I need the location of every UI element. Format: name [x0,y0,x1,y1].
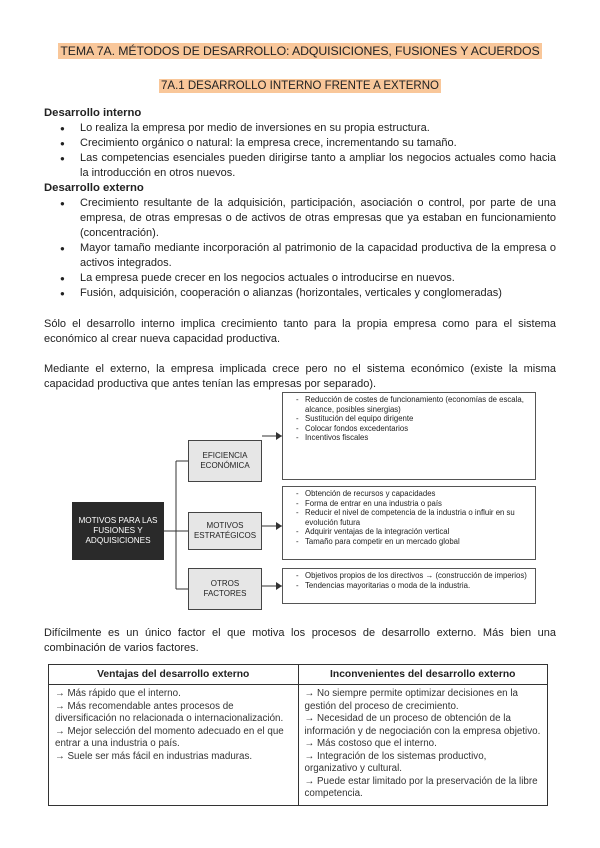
interno-list [44,121,556,181]
motivos-diagram [0,395,600,610]
section-subtitle-wrap [0,76,600,94]
inconveniente-item: → Más costoso que el interno. [304,738,437,749]
list-item: ● Crecimiento resultante de la adquisición, participación, asociación o control, por parte de una empresa, de otras empresas o de activos de otras empresas que ya estaban en funcionamiento (concentración). [80,196,556,241]
otros-factores-box: OTROS FACTORES [188,568,262,610]
table-row [49,685,548,806]
ventaja-item: → Más recomendable antes procesos de diversificación no relacionada o internacionalización. [55,700,284,724]
otros-list [282,568,536,604]
inconveniente-item: → Integración de los sistemas productivo, organizativo y cultural. [304,750,487,774]
list-item: - Objetivos propios de los directivos → (construcción de imperios) [305,571,531,581]
list-item: - Obtención de recursos y capacidades [305,489,531,499]
list-item: - Reducción de costes de funcionamiento (economías de escala, alcance, posibles sinergias) [305,395,531,414]
externo-title: Desarrollo externo [44,182,144,194]
ventajas-inconvenientes-table [48,664,548,806]
estrategicos-list [282,486,536,560]
inconveniente-item: → No siempre permite optimizar decisiones en la gestión del proceso de crecimiento. [304,688,518,712]
eficiencia-list [282,392,536,480]
list-item: - Tendencias mayoritarias o moda de la industria. [305,581,531,591]
inconvenientes-header: Inconvenientes del desarrollo externo [298,665,548,685]
page-title: TEMA 7A. MÉTODOS DE DESARROLLO: ADQUISICIONES, FUSIONES Y ACUERDOS [60,44,540,58]
list-item: ● Las competencias esenciales pueden dirigirse tanto a ampliar los negocios actuales como hacia la introducción en otros nuevos. [80,151,556,181]
paragraph-2: Mediante el externo, la empresa implicada crece pero no el sistema económico (existe la misma capacidad productiva que antes tenían las empresas por separado). [44,363,556,390]
list-item: ● La empresa puede crecer en los negocios actuales o introducirse en nuevos. [80,271,556,286]
main-motive-box: MOTIVOS PARA LAS FUSIONES Y ADQUISICIONES [72,502,164,560]
paragraph-3: Difícilmente es un único factor el que motiva los procesos de desarrollo externo. Más bien una combinación de varios factores. [44,627,556,654]
page-title-wrap [0,42,600,60]
list-item: ● Fusión, adquisición, cooperación o alianzas (horizontales, verticales y conglomeradas) [80,286,556,301]
inconvenientes-cell [298,685,548,806]
list-item: - Forma de entrar en una industria o país [305,499,531,509]
interno-title: Desarrollo interno [44,107,142,119]
ventaja-item: → Más rápido que el interno. [55,688,181,699]
eficiencia-box: EFICIENCIA ECONÓMICA [188,440,262,482]
list-item: ● Crecimiento orgánico o natural: la empresa crece, incrementando su tamaño. [80,136,556,151]
table-header-row [49,665,548,685]
section-subtitle: 7A.1 DESARROLLO INTERNO FRENTE A EXTERNO [161,80,439,92]
list-item: - Adquirir ventajas de la integración vertical [305,527,531,537]
paragraph-1: Sólo el desarrollo interno implica crecimiento tanto para la propia empresa como para el sistema económico al crear nueva capacidad productiva. [44,318,556,345]
list-item: - Incentivos fiscales [305,433,531,443]
list-item: - Colocar fondos excedentarios [305,424,531,434]
inconveniente-item: → Puede estar limitado por la preservación de la libre competencia. [304,775,538,799]
ventajas-header: Ventajas del desarrollo externo [49,665,299,685]
inconveniente-item: → Necesidad de un proceso de obtención de la información y de negociación con la empresa objetivo. [304,713,541,737]
estrategicos-box: MOTIVOS ESTRATÉGICOS [188,512,262,550]
ventaja-item: → Mejor selección del momento adecuado en el que entrar a una industria o país. [55,725,284,749]
list-item: ● Lo realiza la empresa por medio de inversiones en su propia estructura. [80,121,556,136]
ventajas-cell [49,685,299,806]
main-content [44,106,556,392]
list-item: - Sustitución del equipo dirigente [305,414,531,424]
list-item: - Reducir el nivel de competencia de la industria o influir en su evolución futura [305,508,531,527]
externo-list [44,196,556,301]
ventaja-item: → Suele ser más fácil en industrias maduras. [55,750,253,762]
list-item: ● Mayor tamaño mediante incorporación al patrimonio de la capacidad productiva de la empresa o activos integrados. [80,241,556,271]
list-item: - Tamaño para competir en un mercado global [305,537,531,547]
